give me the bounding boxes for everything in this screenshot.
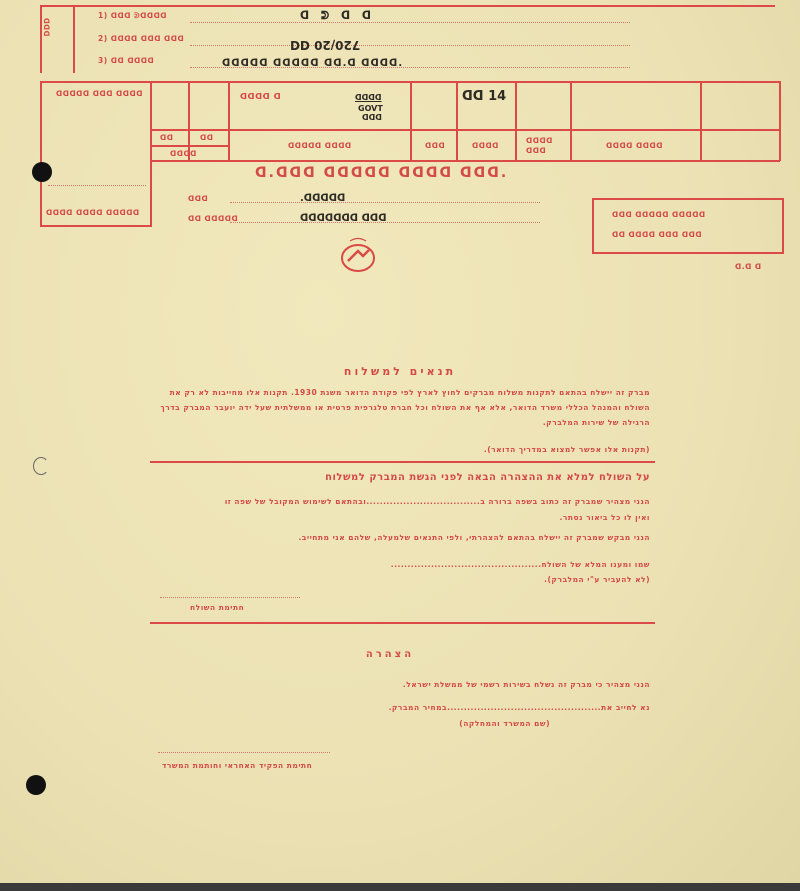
stamp-text: ᗡᗡᗡᗡᗡ ᗡᗡᗡᗡᗡ ᗡᗡ.ᗡ ᗡᗡᗡᗡ. — [222, 58, 404, 69]
cell-main: ᗡᗡᗡᗡ ᗡ — [240, 92, 282, 102]
cell-stamp-sub: ᗡᗡᗡ — [362, 113, 382, 122]
cell-nr: ᗡᗡ — [160, 133, 174, 142]
cell-words: ᗡᗡᗡᗡ — [170, 149, 197, 158]
table-mid-rule — [150, 129, 780, 131]
postal-logo-icon — [336, 236, 380, 276]
col-label-4: ᗡᗡᗡᗡ ᗡᗡᗡᗡ — [606, 141, 663, 150]
declaration-line-1: הנני מצהיר שמברק זה כתוב בשפה ברורה ב..................................ובהתאם לשימוש המקובל של שפה זו — [224, 497, 650, 506]
header-line-3: 3) ᗡᗡ ᗡᗡᗡᗡ — [98, 56, 155, 65]
declaration-name-line: שמו ומענו המלא של השולח............................................. — [390, 560, 650, 569]
corner-code: ᗡ.ᗡ ᗡ — [735, 262, 762, 271]
col-label-2: ᗡᗡᗡᗡ — [472, 141, 499, 150]
cell-min: ᗡᗡ — [200, 133, 214, 142]
col-rule-6 — [515, 81, 517, 161]
left-box-bottom-label: ᗡᗡᗡᗡ ᗡᗡᗡᗡ ᗡᗡᗡᗡᗡ — [46, 208, 140, 217]
address-label: ᗡᗡᗡ — [188, 194, 209, 203]
col-rule-3 — [228, 81, 230, 161]
col-rule-5 — [456, 81, 458, 161]
declaration-line-2: ואין לו כל ביאור נסתר. — [559, 513, 650, 522]
col-rule-9 — [779, 81, 781, 161]
header-left-rule — [40, 5, 42, 73]
table-bottom-rule — [150, 160, 780, 162]
col-rule-4 — [410, 81, 412, 161]
stamp-letters: ᗡ ᕲ ᗡ ᗡ — [300, 9, 376, 22]
conditions-title: תנאים למשלוח — [343, 365, 457, 378]
cell-stamp-top: ᗡᗡᗡᗡ — [355, 93, 382, 102]
title-banner: ᗡ.ᗡᗡᗡ ᗡᗡᗡᗡᗡ ᗡᗡᗡᗡ ᗡᗡᗡ. — [255, 165, 509, 181]
header-dots-2 — [190, 45, 630, 46]
official-signature-dots — [158, 752, 330, 753]
left-box-dots — [48, 185, 146, 186]
sender-signature-dots — [160, 597, 300, 598]
sender-signature-label: חתימת השולח — [190, 603, 245, 612]
cell-stamp-main: GOVT — [358, 104, 383, 113]
col-label-1: ᗡᗡᗡ — [425, 141, 446, 150]
left-box-top-label: ᗡᗡᗡᗡᗡ ᗡᗡᗡ ᗡᗡᗡᗡ — [56, 89, 143, 98]
conditions-body: מברק זה יישלח בהתאם לתקנות משלוח מברקים לחוץ לארץ לפי פקודת הדואר משנת 1930. תקנות אלו מחייבות לא רק את השולח והמנהל הכללי משרד הדואר, אלא אף את השולח וכל חברת טלגרפית פרטית או ממשלתית שעל ידה יועבר המברק בדרך הרגילה של שירות המלברק. — [160, 388, 650, 427]
punch-hole-bottom — [26, 775, 46, 795]
right-box — [592, 198, 784, 254]
conditions-note: (תקנות אלו אפשר למצוא במדריך הדואר). — [483, 445, 650, 454]
left-box-rule-bottom — [40, 225, 152, 227]
header-line-1: 1) ᗡᗡᗡ ᕲᗡᗡᗡᗡ — [98, 11, 168, 20]
statement-line-1: הנני מצהיר כי מברק זה נשלח בשירות רשמי של ממשלת ישראל. — [402, 680, 650, 689]
declaration-bottom-rule — [150, 622, 655, 624]
col-label-0: ᗡᗡᗡᗡᗡ ᗡᗡᗡᗡ — [288, 141, 352, 150]
col-rule-8 — [700, 81, 702, 161]
stamp-number: 720/20 ᗡᗡ — [290, 38, 361, 52]
right-box-line-2: ᗡᗡ ᗡᗡᗡᗡ ᗡᗡᗡ ᗡᗡᗡ — [612, 230, 703, 239]
declaration-name-note: (לא להעביר ע"י המלברק). — [544, 575, 650, 584]
side-code: ᗡᗡᗡ — [42, 18, 50, 37]
statement-heading: הצהרה — [365, 649, 415, 660]
top-rule — [40, 5, 775, 7]
right-box-line-1: ᗡᗡᗡ ᗡᗡᗡᗡᗡ ᗡᗡᗡᗡᗡ — [612, 210, 706, 219]
col-rule-7 — [570, 81, 572, 161]
header-dots-1 — [190, 22, 630, 23]
col-rule-1 — [150, 81, 152, 161]
cell-date-handwritten: ᗡᗡ 14 — [462, 89, 507, 104]
pencil-mark — [33, 457, 49, 475]
col-label-3: ᗡᗡᗡᗡ ᗡᗡᗡ — [526, 136, 553, 155]
left-box-rule-right — [150, 160, 152, 226]
official-signature-label: חתימת הפקיד האחראי וחותמת המשרד — [162, 761, 313, 770]
from-label: ᗡᗡ ᗡᗡᗡᗡᗡ — [188, 214, 239, 223]
header-line-2: 2) ᗡᗡᗡᗡ ᗡᗡᗡ ᗡᗡᗡ — [98, 34, 185, 43]
statement-line-2: נא לחייב את..............................................במחיר המברק. — [388, 703, 650, 712]
header-inner-rule — [73, 5, 75, 73]
from-value: ᗡᗡᗡᗡᗡᗡᗡ ᗡᗡᗡ — [300, 213, 387, 224]
declaration-line-3: הנני מבקש שמברק זה יישלח בהתאם להצהרתי, ולפי התנאים שלמעלה, שלהם אני מתחייב. — [298, 533, 650, 542]
punch-hole-top — [32, 162, 52, 182]
scan-bottom-edge — [0, 883, 800, 891]
address-dots — [230, 202, 540, 203]
declaration-heading: על השולח למלא את ההצהרה הבאה לפני הגשת המברק למשלוח — [325, 472, 650, 483]
statement-line-3: (שם המשרד והמחלקה) — [459, 719, 550, 728]
left-box-rule-left — [40, 81, 42, 226]
address-value: .ᗡᗡᗡᗡᗡ — [300, 193, 346, 204]
declaration-top-rule — [150, 461, 655, 463]
